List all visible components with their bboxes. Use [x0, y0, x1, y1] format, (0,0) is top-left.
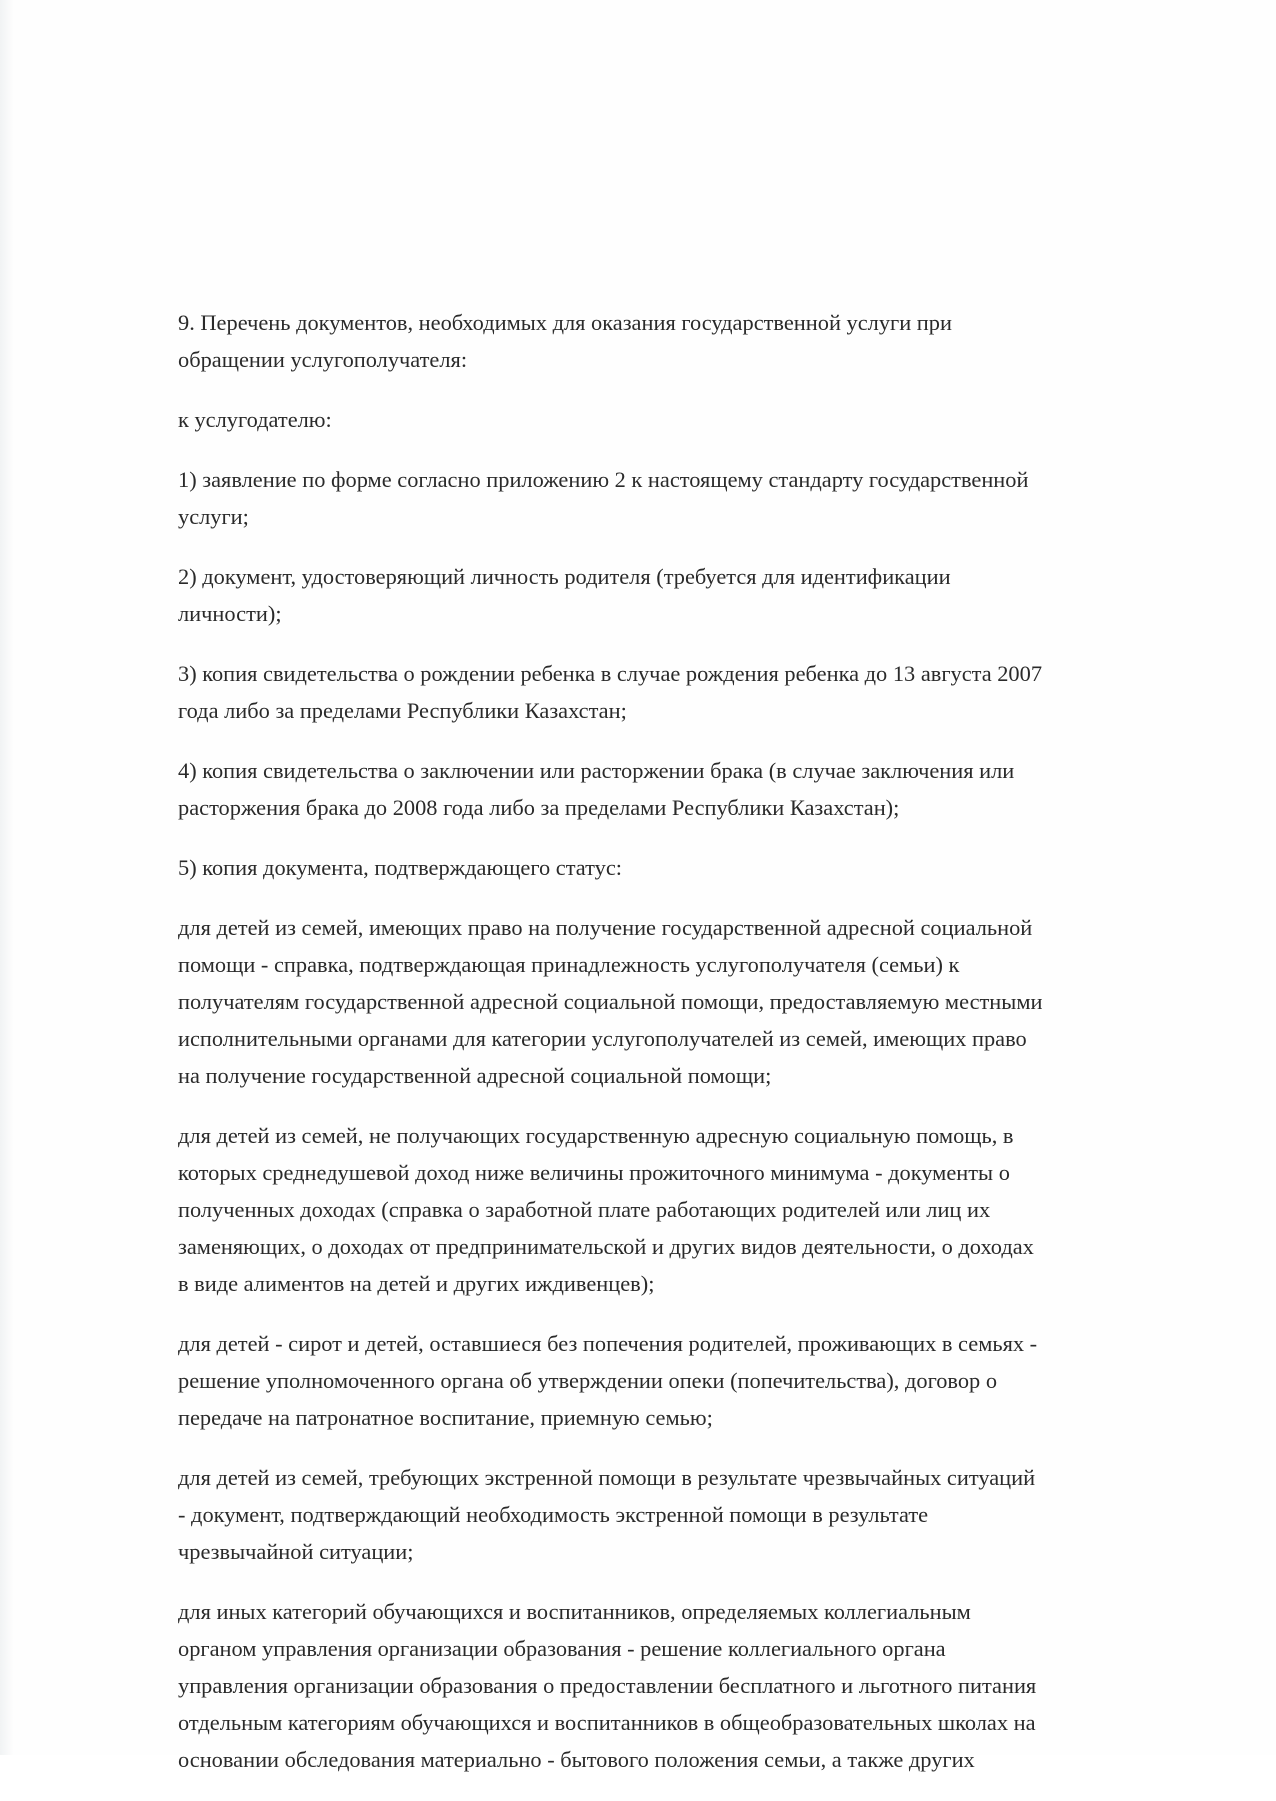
text-line: для детей из семей, имеющих право на получение государственной адресной социальной: [178, 915, 1033, 940]
text-line: для детей из семей, требующих экстренной помощи в результате чрезвычайных ситуаций: [178, 1465, 1036, 1490]
status-paragraph-social-aid: [178, 909, 1178, 1094]
text-line: 3) копия свидетельства о рождении ребенка в случае рождения ребенка до 13 августа 2007: [178, 661, 1043, 686]
text-line: заменяющих, о доходах от предпринимательской и других видов деятельности, о доходах: [178, 1234, 1034, 1259]
text-line: решение уполномоченного органа об утверждении опеки (попечительства), договор о: [178, 1368, 998, 1393]
text-line: расторжения брака до 2008 года либо за пределами Республики Казахстан);: [178, 795, 900, 820]
text-line: управления организации образования о предоставлении бесплатного и льготного питания: [178, 1673, 1037, 1698]
list-item-1: [178, 461, 1178, 535]
text-line: исполнительными органами для категории услугополучателей из семей, имеющих право: [178, 1026, 1027, 1051]
text-line: личности);: [178, 601, 282, 626]
text-line: - документ, подтверждающий необходимость экстренной помощи в результате: [178, 1502, 929, 1527]
text-line: чрезвычайной ситуации;: [178, 1539, 414, 1564]
text-line: для детей из семей, не получающих государственную адресную социальную помощь, в: [178, 1123, 1014, 1148]
status-paragraph-emergency: [178, 1459, 1178, 1570]
paragraph-9-heading: [178, 304, 1178, 378]
scan-edge-shadow: [0, 0, 14, 1755]
text-line: основании обследования материально - бытового положения семьи, а также других: [178, 1747, 975, 1772]
list-item-4: [178, 752, 1178, 826]
text-line: в виде алиментов на детей и других иждивенцев);: [178, 1271, 655, 1296]
paragraph-to-provider: [178, 401, 1178, 438]
text-line: услуги;: [178, 504, 249, 529]
text-line: которых среднедушевой доход ниже величины прожиточного минимума - документы о: [178, 1160, 1010, 1185]
text-line: для детей - сирот и детей, оставшиеся без попечения родителей, проживающих в семьях -: [178, 1331, 1038, 1356]
list-item-5: [178, 849, 1178, 886]
text-line: полученных доходах (справка о заработной плате работающих родителей или лиц их: [178, 1197, 991, 1222]
text-line: для иных категорий обучающихся и воспитанников, определяемых коллегиальным: [178, 1599, 971, 1624]
text-line: года либо за пределами Республики Казахстан;: [178, 698, 627, 723]
text-line: органом управления организации образования - решение коллегиального органа: [178, 1636, 946, 1661]
text-line: обращении услугополучателя:: [178, 347, 468, 372]
text-line: 2) документ, удостоверяющий личность родителя (требуется для идентификации: [178, 564, 951, 589]
status-paragraph-orphans: [178, 1325, 1178, 1436]
status-paragraph-low-income: [178, 1117, 1178, 1302]
text-line: получателям государственной адресной социальной помощи, предоставляемую местными: [178, 989, 1043, 1014]
text-line: помощи - справка, подтверждающая принадлежность услугополучателя (семьи) к: [178, 952, 960, 977]
text-line: 5) копия документа, подтверждающего статус:: [178, 855, 622, 880]
text-line: 1) заявление по форме согласно приложению 2 к настоящему стандарту государственной: [178, 467, 1029, 492]
text-line: передаче на патронатное воспитание, приемную семью;: [178, 1405, 713, 1430]
status-paragraph-other-categories: [178, 1593, 1178, 1778]
text-line: 9. Перечень документов, необходимых для оказания государственной услуги при: [178, 310, 952, 335]
text-line: на получение государственной адресной социальной помощи;: [178, 1063, 772, 1088]
list-item-3: [178, 655, 1178, 729]
text-line: к услугодателю:: [178, 407, 332, 432]
document-body: [178, 304, 1178, 1801]
text-line: отдельным категориям обучающихся и воспитанников в общеобразовательных школах на: [178, 1710, 1036, 1735]
text-line: 4) копия свидетельства о заключении или расторжении брака (в случае заключения или: [178, 758, 1015, 783]
list-item-2: [178, 558, 1178, 632]
